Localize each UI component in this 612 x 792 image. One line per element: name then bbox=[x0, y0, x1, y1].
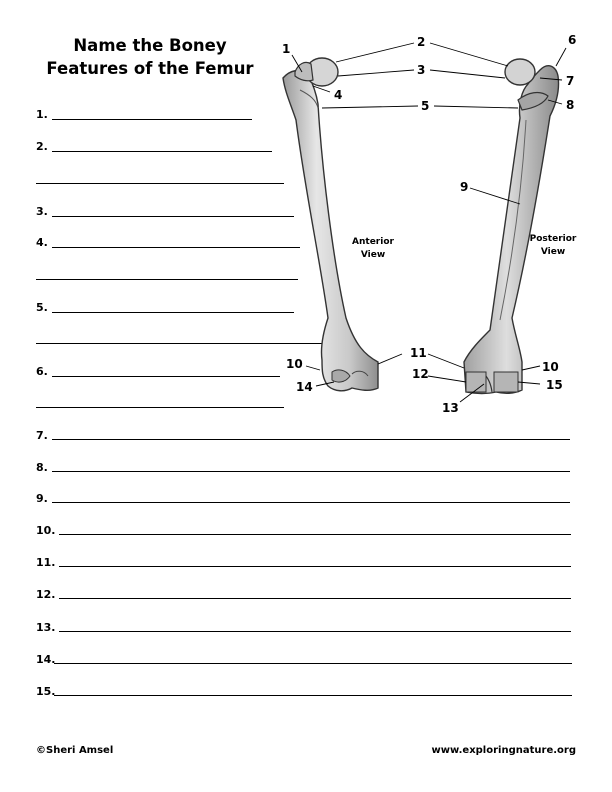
callout-11: 11 bbox=[410, 346, 427, 360]
question-number-9: 9. bbox=[36, 492, 48, 505]
question-number-11: 11. bbox=[36, 556, 56, 569]
question-number-15: 15. bbox=[36, 685, 56, 698]
website-link[interactable]: www.exploringnature.org bbox=[431, 745, 576, 756]
question-number-10: 10. bbox=[36, 524, 56, 537]
answer-line-15[interactable] bbox=[54, 695, 572, 696]
callout-15: 15 bbox=[546, 378, 563, 392]
question-number-5: 5. bbox=[36, 301, 48, 314]
question-number-1: 1. bbox=[36, 108, 48, 121]
posterior-view-label: View bbox=[540, 247, 566, 257]
callout-3: 3 bbox=[417, 63, 426, 77]
answer-line-14[interactable] bbox=[54, 663, 572, 664]
callout-5: 5 bbox=[421, 99, 430, 113]
question-number-12: 12. bbox=[36, 588, 56, 601]
callout-2: 2 bbox=[417, 35, 426, 49]
anterior-label: Anterior bbox=[352, 237, 394, 247]
posterior-femur-head bbox=[505, 59, 535, 85]
callout-13: 13 bbox=[442, 401, 459, 415]
anterior-view-label: View bbox=[360, 250, 386, 260]
posterior-label: Posterior bbox=[529, 234, 577, 244]
anterior-femur-shaft bbox=[283, 71, 378, 391]
answer-line-11[interactable] bbox=[59, 566, 571, 567]
title-line-2: Features of the Femur bbox=[46, 59, 254, 78]
callout-12: 12 bbox=[412, 367, 429, 381]
title-line-1: Name the Boney bbox=[73, 36, 227, 55]
callout-4: 4 bbox=[334, 88, 343, 102]
callout-7: 7 bbox=[566, 74, 575, 88]
answer-line-8[interactable] bbox=[52, 471, 570, 472]
posterior-femur-shaft bbox=[464, 66, 559, 394]
question-number-14: 14. bbox=[36, 653, 56, 666]
callout-1: 1 bbox=[282, 42, 291, 56]
question-number-7: 7. bbox=[36, 429, 48, 442]
question-number-13: 13. bbox=[36, 621, 56, 634]
question-number-6: 6. bbox=[36, 365, 48, 378]
callout-6: 6 bbox=[568, 33, 577, 47]
answer-line-9[interactable] bbox=[52, 502, 570, 503]
callout-10-posterior: 10 bbox=[542, 360, 559, 374]
callout-10-anterior: 10 bbox=[286, 357, 303, 371]
posterior-femur bbox=[464, 59, 559, 394]
answer-line-12[interactable] bbox=[59, 598, 571, 599]
answer-line-10[interactable] bbox=[59, 534, 571, 535]
answer-line-13[interactable] bbox=[59, 631, 571, 632]
question-number-2: 2. bbox=[36, 140, 48, 153]
question-number-8: 8. bbox=[36, 461, 48, 474]
callout-9: 9 bbox=[460, 180, 469, 194]
question-number-3: 3. bbox=[36, 205, 48, 218]
question-number-4: 4. bbox=[36, 236, 48, 249]
copyright-text: ©Sheri Amsel bbox=[36, 745, 114, 756]
callout-8: 8 bbox=[566, 98, 575, 112]
callout-14: 14 bbox=[296, 380, 313, 394]
